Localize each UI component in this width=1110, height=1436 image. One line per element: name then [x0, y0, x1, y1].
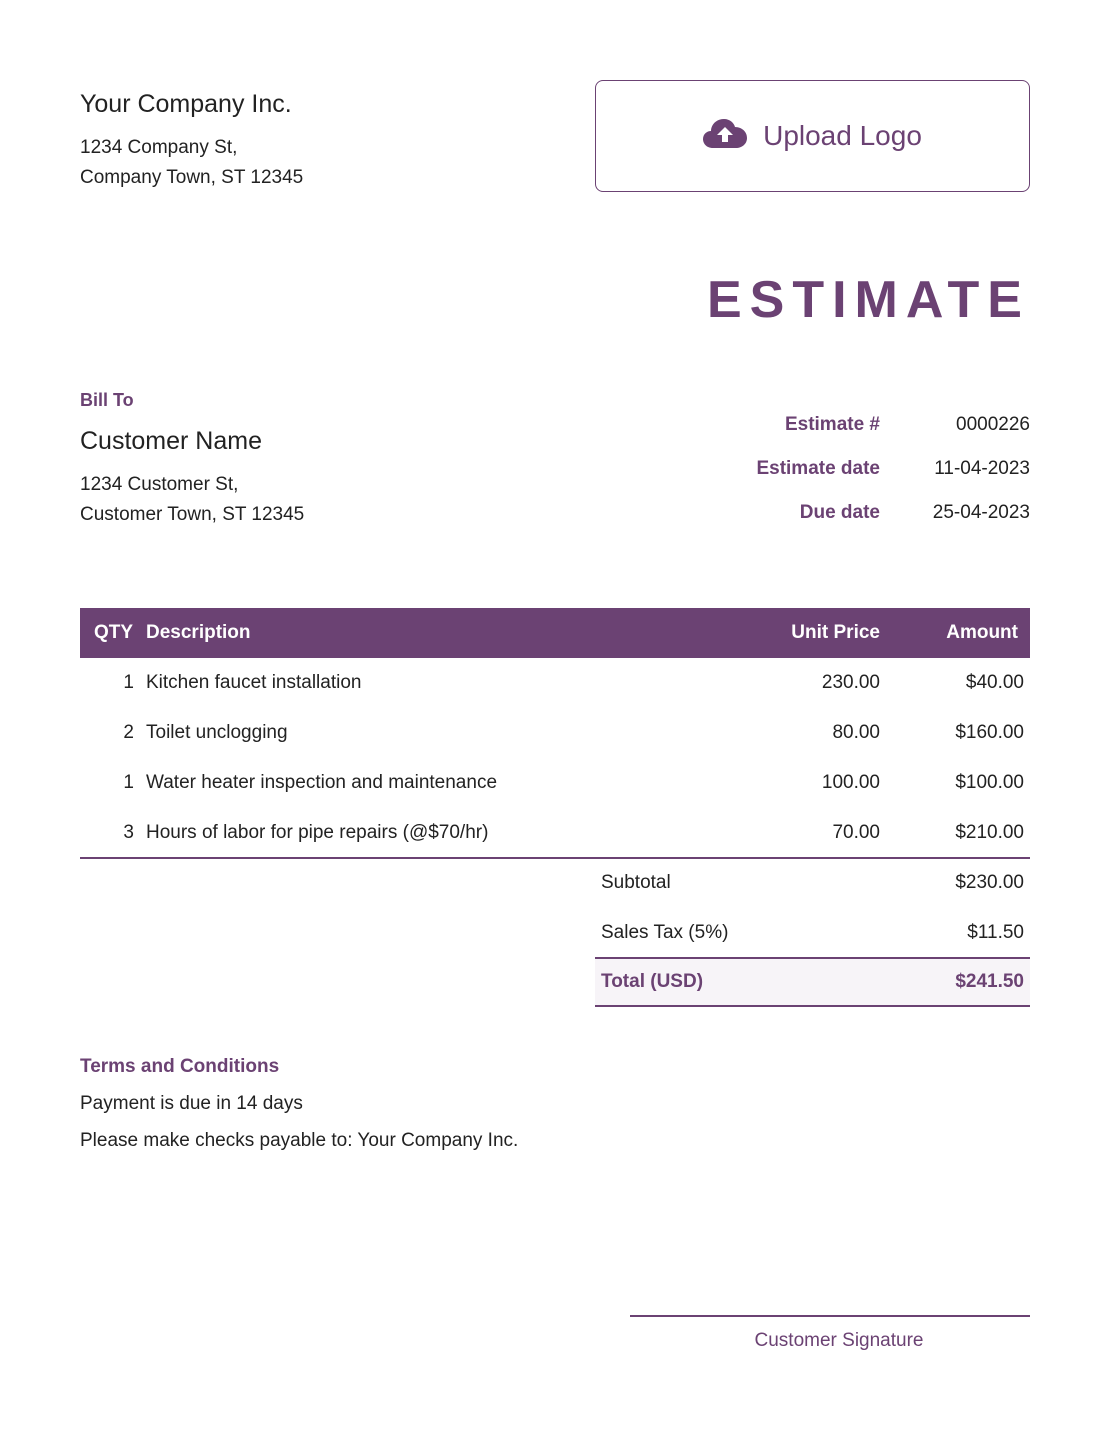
header-amount: Amount [880, 608, 1030, 658]
company-name: Your Company Inc. [80, 90, 292, 118]
document-title: ESTIMATE [706, 271, 1030, 329]
company-address-line2: Company Town, ST 12345 [80, 167, 304, 188]
row-unit-price: 70.00 [720, 808, 880, 858]
subtotal-value: $230.00 [955, 872, 1024, 893]
terms-line-1: Payment is due in 14 days [80, 1093, 303, 1114]
company-address-line1: 1234 Company St, [80, 137, 238, 158]
row-unit-price: 230.00 [821, 672, 880, 693]
sales-tax-label: Sales Tax (5%) [601, 921, 729, 943]
sales-tax-value: $11.50 [967, 921, 1024, 943]
cloud-upload-icon [703, 119, 747, 154]
sales-tax-row [595, 908, 1030, 958]
subtotal-row [595, 858, 1030, 908]
row-description: Water heater inspection and maintenance [146, 772, 498, 793]
table-row [80, 658, 1030, 708]
table-header-row [80, 608, 1030, 658]
customer-name: Customer Name [80, 427, 262, 455]
row-amount: $160.00 [955, 722, 1024, 743]
row-description: Toilet unclogging [146, 722, 288, 743]
row-qty: 1 [123, 672, 134, 693]
customer-signature-label: Customer Signature [754, 1330, 924, 1351]
estimate-number-value: 0000226 [956, 414, 1030, 435]
row-qty: 3 [80, 808, 146, 858]
row-description: Hours of labor for pipe repairs (@$70/hr) [146, 808, 720, 858]
row-unit-price: 100.00 [821, 772, 880, 793]
estimate-meta [630, 414, 1030, 546]
row-description: Kitchen faucet installation [146, 672, 362, 693]
total-label: Total (USD) [595, 958, 874, 1006]
estimate-date-row [630, 458, 1030, 502]
row-amount: $210.00 [880, 808, 1030, 858]
due-date-label: Due date [799, 502, 880, 523]
subtotal-label: Subtotal [601, 872, 671, 893]
table-row [80, 758, 1030, 808]
company-address [80, 133, 303, 193]
due-date-value: 25-04-2023 [932, 502, 1030, 523]
row-amount: $100.00 [955, 772, 1024, 793]
customer-address-line2: Customer Town, ST 12345 [80, 504, 305, 525]
upload-logo-label: Upload Logo [763, 120, 922, 151]
estimate-number-row [630, 414, 1030, 458]
signature-line [630, 1315, 1030, 1317]
table-row [80, 808, 1030, 858]
customer-address-line1: 1234 Customer St, [80, 474, 239, 495]
total-value: $241.50 [874, 958, 1030, 1006]
line-items-table [80, 608, 1030, 859]
customer-address [80, 470, 304, 530]
estimate-date-label: Estimate date [756, 458, 880, 479]
header-unit-price: Unit Price [720, 608, 880, 658]
row-qty: 1 [123, 772, 134, 793]
table-row [80, 708, 1030, 758]
header-qty: QTY [80, 608, 146, 658]
estimate-date-value: 11-04-2023 [934, 458, 1030, 479]
total-row [595, 958, 1030, 1006]
terms-line-2: Please make checks payable to: Your Company Inc. [80, 1130, 519, 1151]
bill-to-label: Bill To [80, 390, 134, 410]
header-description: Description [146, 608, 720, 658]
row-unit-price: 80.00 [832, 722, 880, 743]
totals-table [595, 858, 1030, 1007]
row-amount: $40.00 [965, 672, 1024, 693]
upload-logo-button[interactable] [595, 80, 1030, 192]
estimate-number-label: Estimate # [784, 414, 880, 435]
due-date-row [630, 502, 1030, 546]
terms-heading: Terms and Conditions [80, 1056, 280, 1077]
row-qty: 2 [123, 722, 134, 743]
